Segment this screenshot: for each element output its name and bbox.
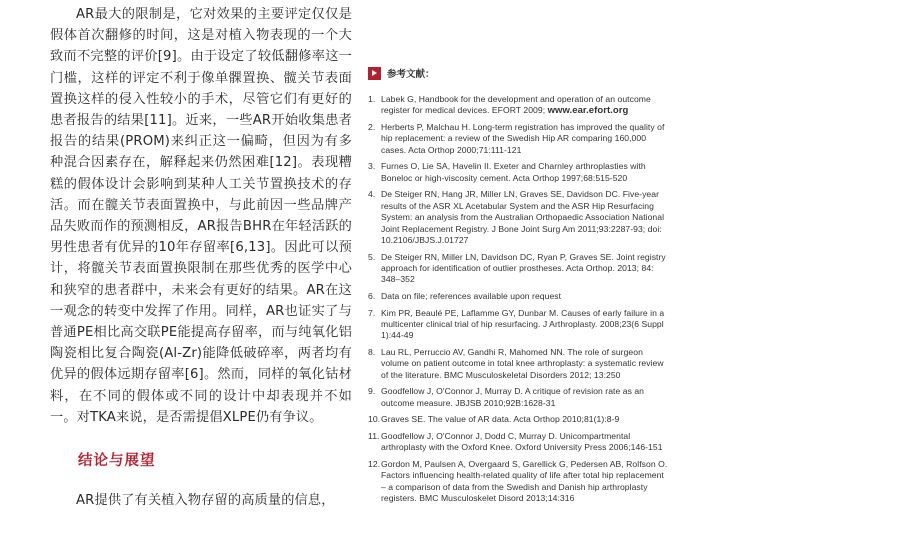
- reference-item: [368, 414, 668, 425]
- reference-citation: Kim PR, Beaulé PE, Laflamme GY, Dunbar M. Causes of early failure in a multicenter clinical trial of hip resurfacing. J Arthroplasty. 2008;23(6 Suppl 1):44-49: [381, 307, 665, 341]
- reference-item: [368, 459, 668, 505]
- article-body: [50, 4, 352, 511]
- reference-number: 6.: [368, 291, 376, 302]
- reference-item: [368, 252, 668, 286]
- reference-citation: Herberts P, Malchau H. Long-term registration has improved the quality of hip replacement: a review of the Swedish Hip AR comparing 160,000 cases. Acta Orthop 2000;71:111-121: [381, 122, 665, 155]
- reference-text: [381, 431, 668, 454]
- reference-text: [381, 347, 668, 381]
- reference-number: 2.: [368, 122, 376, 132]
- section-heading: 结论与展望: [78, 453, 156, 470]
- body-paragraph: AR提供了有关植入物存留的高质量的信息，: [76, 493, 335, 509]
- reference-number: 9.: [368, 386, 376, 397]
- reference-number: 1.: [368, 94, 376, 104]
- reference-text: [381, 122, 668, 156]
- references-header: [368, 66, 668, 80]
- reference-text: [381, 291, 668, 302]
- reference-text: [381, 94, 668, 117]
- reference-item: [368, 431, 668, 454]
- reference-text: [381, 161, 668, 184]
- reference-citation: Gordon M, Paulsen A, Overgaard S, Garellick G, Pedersen AB, Rolfson O. Factors influencing health-related quality of life after total hip replacement – a comparison of data from the Swedish and Danish hip arthroplasty registers. BMC Musculoskelet Disord 2013;14:316: [381, 459, 668, 504]
- reference-number: 8.: [368, 347, 376, 358]
- reference-text: [381, 414, 668, 425]
- reference-text: [381, 252, 668, 286]
- reference-text: [381, 459, 668, 505]
- references-title: 参考文献：: [387, 69, 435, 80]
- reference-citation: Furnes O, Lie SA, Havelin II. Exeter and Charnley arthroplasties with Boneloc or high-viscosity cement. Acta Orthop 1997;68:515-520: [381, 161, 646, 183]
- reference-citation: Labek G, Handbook for the development and operation of an outcome register for medical devices. EFORT 2009;: [381, 94, 651, 116]
- reference-text: [381, 308, 668, 342]
- reference-item: [368, 122, 668, 156]
- arrow-marker-icon: [368, 67, 381, 80]
- reference-number: 7.: [368, 307, 376, 318]
- references-list: [368, 94, 668, 505]
- reference-citation: De Steiger RN, Hang JR, Miller LN, Graves SE, Davidson DC. Five-year results of the ASR XL Acetabular System and the ASR Hip Resurfacing System: an analysis from the Australian Orthopaedic Association National Joint Replacement Registry. J Bone Joint Surg Am 2011;93:2287-93; doi: 10.2106/JBJS.J.01727: [381, 189, 665, 246]
- reference-number: 12.: [368, 459, 381, 470]
- reference-item: [368, 308, 668, 342]
- reference-number: 5.: [368, 251, 376, 262]
- reference-item: [368, 189, 668, 246]
- reference-number: 4.: [368, 189, 376, 200]
- references-panel: [368, 66, 668, 510]
- reference-url: www.ear.efort.org: [547, 105, 629, 117]
- reference-citation: De Steiger RN, Miller LN, Davidson DC, Ryan P, Graves SE. Joint registry approach for identification of outlier prostheses. Acta Orthop. 2013; 84: 348–352: [381, 251, 666, 285]
- reference-item: [368, 347, 668, 381]
- reference-citation: Goodfellow J, O'Connor J, Murray D. A critique of revision rate as an outcome measure. JBJSB 2010;92B:1628-31: [381, 386, 645, 408]
- reference-number: 3.: [368, 161, 376, 172]
- reference-item: [368, 291, 668, 302]
- reference-item: [368, 94, 668, 117]
- reference-number: 11.: [368, 431, 380, 442]
- reference-text: [381, 189, 668, 246]
- reference-item: [368, 161, 668, 184]
- reference-citation: Lau RL, Perruccio AV, Gandhi R, Mahomed NN. The role of surgeon volume on patient outcome in total knee arthroplasty: a systematic review of the literature. BMC Musculoskeletal Disorders 2012; 13:250: [381, 347, 664, 380]
- body-paragraph: AR最大的限制是，它对效果的主要评定仅仅是假体首次翻修的时间，这是对植入物表现的一个大致而不完整的评价[9]。由于设定了较低翻修率这一门槛，这样的评定不利于像单髁置换、髋关节表面置换这样的侵入性较小的手术，尽管它们有更好的患者报告的结果[11]。近来，一些AR开始收集患者报告的结果(PROM)来纠正这一偏畸，但因为有多种混合因素存在，解释起来仍然困难[12]。表现糟糕的假体设计会影响到某种人工关节置换技术的存活。而在髋关节表面置换中，与此前因一些品牌产品失败而作的预测相反，AR报告BHR在年轻活跃的男性患者有优异的10年存留率[6,13]。因此可以预计，将髋关节表面置换限制在那些优秀的医学中心和狭窄的患者群中，未来会有更好的结果。AR在这一观念的转变中发挥了作用。同样，AR也证实了与普通PE相比高交联PE能提高存留率，而与纯氧化铝陶瓷相比复合陶瓷(Al-Zr)能降低破碎率，两者均有优异的假体远期存留率[6]。然而，同样的氧化钴材料，在不同的假体或不同的设计中却表现并不如一。对TKA来说，是否需提倡XLPE仍有争议。: [50, 7, 352, 425]
- reference-text: [381, 386, 668, 409]
- reference-citation: Goodfellow J, O'Connor J, Dodd C, Murray D. Unicompartmental arthroplasty with the Oxford Knee. Oxford University Press 2006;146-151: [381, 431, 663, 453]
- reference-citation: Graves SE. The value of AR data. Acta Orthop 2010;81(1):8-9: [381, 414, 620, 425]
- reference-citation: Data on file; references available upon request: [381, 291, 562, 302]
- reference-number: 10.: [368, 414, 381, 425]
- reference-item: [368, 386, 668, 409]
